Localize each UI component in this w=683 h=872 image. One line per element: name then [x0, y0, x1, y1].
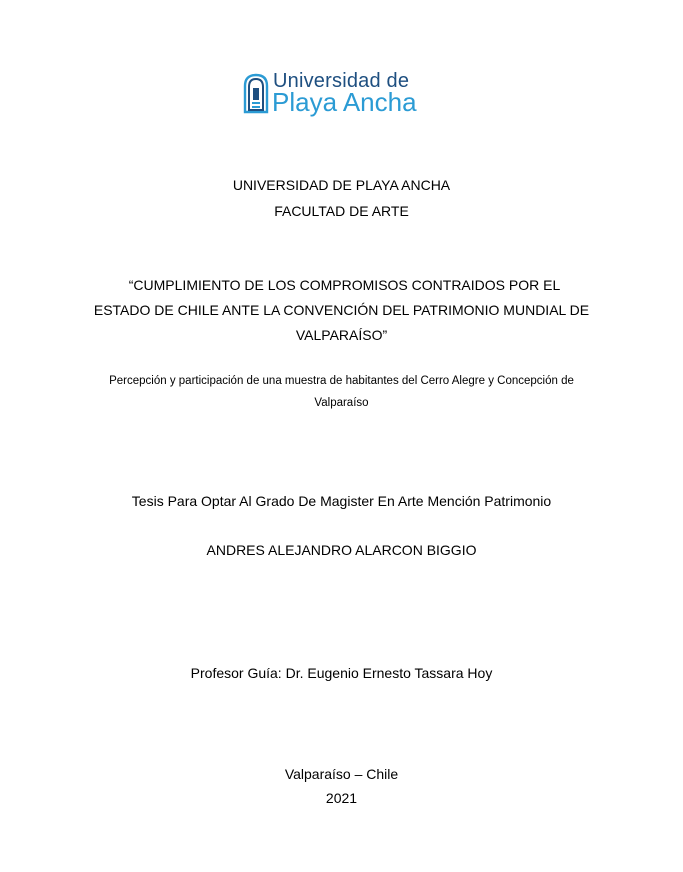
subtitle-line-1: Percepción y participación de una muestra de habitantes del Cerro Alegre y Concepción de: [109, 375, 574, 387]
degree-statement: Tesis Para Optar Al Grado De Magister En Arte Mención Patrimonio: [131, 493, 552, 509]
logo-text-line1: Universidad de: [273, 70, 410, 92]
title-line-2: ESTADO DE CHILE ANTE LA CONVENCIÓN DEL PATRIMONIO MUNDIAL DE: [93, 302, 590, 318]
title-line-1: “CUMPLIMIENTO DE LOS COMPROMISOS CONTRAIDOS POR EL: [128, 277, 561, 293]
year: 2021: [325, 790, 358, 806]
faculty-name: FACULTAD DE ARTE: [274, 203, 409, 219]
subtitle-line-2: Valparaíso: [314, 397, 369, 409]
advisor-name: Profesor Guía: Dr. Eugenio Ernesto Tassara Hoy: [190, 665, 493, 681]
university-logo: [243, 70, 423, 120]
university-name: UNIVERSIDAD DE PLAYA ANCHA: [232, 177, 451, 193]
logo-text-line2: Playa Ancha: [272, 87, 417, 117]
title-line-3: VALPARAÍSO”: [295, 327, 388, 343]
author-name: ANDRES ALEJANDRO ALARCON BIGGIO: [206, 542, 477, 558]
university-crest-icon: [243, 72, 269, 114]
place: Valparaíso – Chile: [284, 766, 399, 782]
